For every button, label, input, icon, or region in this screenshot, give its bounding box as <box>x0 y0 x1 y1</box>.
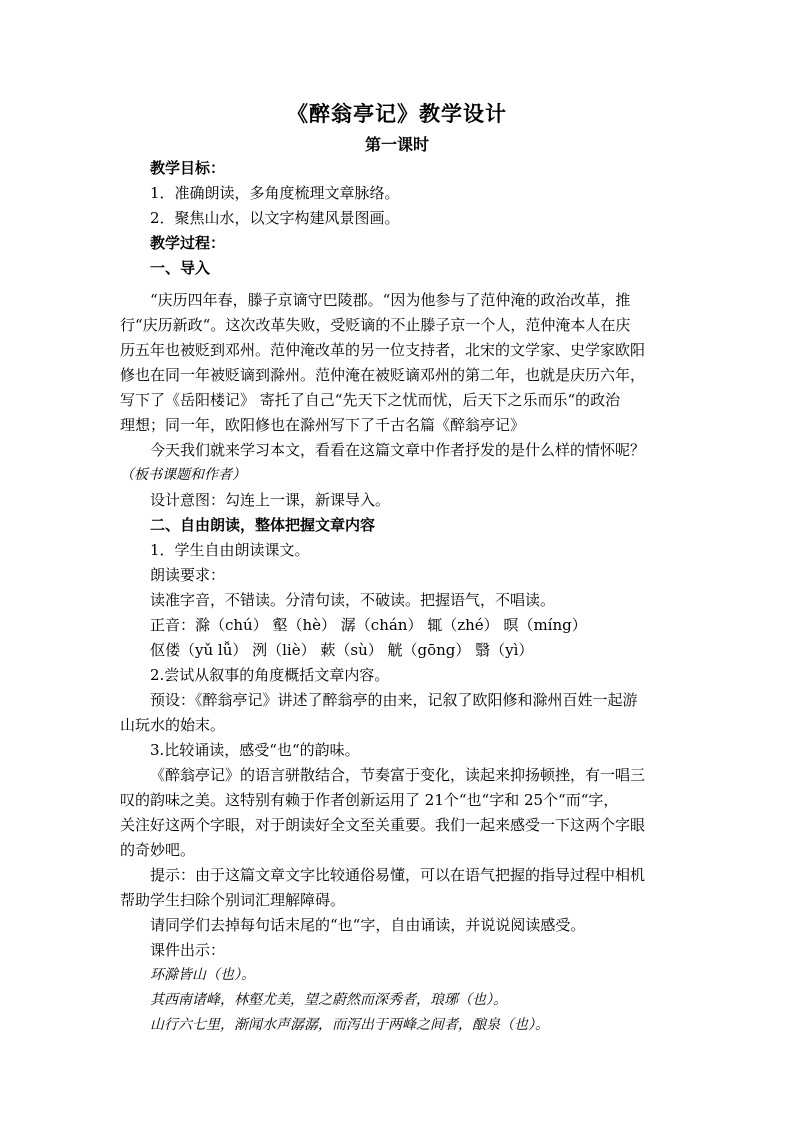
section-heading: 一、导入 <box>150 259 211 277</box>
paragraph-line: 1．学生自由朗读课文。 <box>150 541 310 559</box>
paragraph-line: 读准字音，不错读。分清句读，不破读。把握语气，不唱读。 <box>150 591 556 609</box>
section-heading: 二、自由朗读，整体把握文章内容 <box>150 516 376 534</box>
paragraph-line: 预设：《醉翁亭记》讲述了醉翁亭的由来，记叙了欧阳修和滁州百姓一起游 <box>150 691 638 709</box>
quote-line: 山行六七里，渐闻水声潺潺，而泻出于两峰之间者，酿泉（也）。 <box>150 1017 549 1033</box>
paragraph-line: 的奇妙吧。 <box>120 841 196 859</box>
section-heading: 教学过程： <box>150 234 226 252</box>
section-heading: 教学目标： <box>150 159 226 177</box>
pronunciation-line: 正音：滁（chú） 壑（hè） 潺（chán） 辄（zhé） 暝（míng） <box>150 616 587 634</box>
paragraph-line: 请同学们去掉每句话末尾的“也“字，自由诵读，并说说阅读感受。 <box>150 916 586 934</box>
paragraph-line: 2．聚焦山水，以文字构建风景图画。 <box>150 209 400 227</box>
paragraph-line: 理想；同一年，欧阳修也在滁州写下了千古名篇《醉翁亭记》 <box>120 416 526 434</box>
paragraph-line: 2.尝试从叙事的角度概括文章内容。 <box>150 666 390 684</box>
paragraph-line: 1．准确朗读，多角度梳理文章脉络。 <box>150 184 400 202</box>
paragraph-line: 今天我们就来学习本文，看看在这篇文章中作者抒发的是什么样的情怀呢？ <box>150 441 646 459</box>
document-subtitle: 第一课时 <box>364 135 429 154</box>
document-body <box>120 156 680 1038</box>
paragraph-line: 朗读要求： <box>150 566 226 584</box>
paragraph-line: “庆历四年春，滕子京谪守巴陵郡。“因为他参与了范仲淹的政治改革，推 <box>150 291 631 309</box>
document-title: 《醉翁亭记》教学设计 <box>287 101 507 126</box>
paragraph-line: 山玩水的始末。 <box>120 716 226 734</box>
pronunciation-line: 伛偻（yǔ lǚ） 洌（liè） 蔌（sù） 觥（gōng） 翳（yì） <box>150 641 534 659</box>
paragraph-line: 《醉翁亭记》的语言骈散结合，节奏富于变化，读起来抑扬顿挫，有一唱三 <box>150 766 646 784</box>
paragraph-line: 关注好这两个字眼，对于朗读好全文至关重要。我们一起来感受一下这两个字眼 <box>120 816 646 834</box>
paragraph-line: 历五年也被贬到邓州。范仲淹改革的另一位支持者，北宋的文学家、史学家欧阳 <box>120 341 646 359</box>
paragraph-line: 课件出示： <box>150 941 226 959</box>
paragraph-line: 提示：由于这篇文章文字比较通俗易懂，可以在语气把握的指导过程中相机 <box>150 866 646 884</box>
paragraph-line: 写下了《岳阳楼记》 寄托了自己“先天下之忧而忧，后天下之乐而乐“的政治 <box>120 391 621 409</box>
paragraph-line: 设计意图：勾连上一课，新课导入。 <box>150 491 391 509</box>
quote-line: 环滁皆山（也）。 <box>150 967 255 983</box>
paragraph-line: 叹的韵味之美。这特别有赖于作者创新运用了 21个“也“字和 25个“而“字， <box>120 791 619 809</box>
paragraph-line: 3.比较诵读，感受“也“的韵味。 <box>150 741 360 759</box>
paragraph-line: 修也在同一年被贬谪到滁州。范仲淹在被贬谪邓州的第二年，也就是庆历六年， <box>120 366 646 384</box>
paragraph-line: 行“庆历新政“。这次改革失败，受贬谪的不止滕子京一个人，范仲淹本人在庆 <box>120 316 631 334</box>
paragraph-line: 帮助学生扫除个别词汇理解障碍。 <box>120 891 346 909</box>
quote-line: 其西南诸峰，林壑尤美，望之蔚然而深秀者，琅琊（也）。 <box>150 992 507 1008</box>
board-note: （板书课题和作者） <box>120 467 246 483</box>
